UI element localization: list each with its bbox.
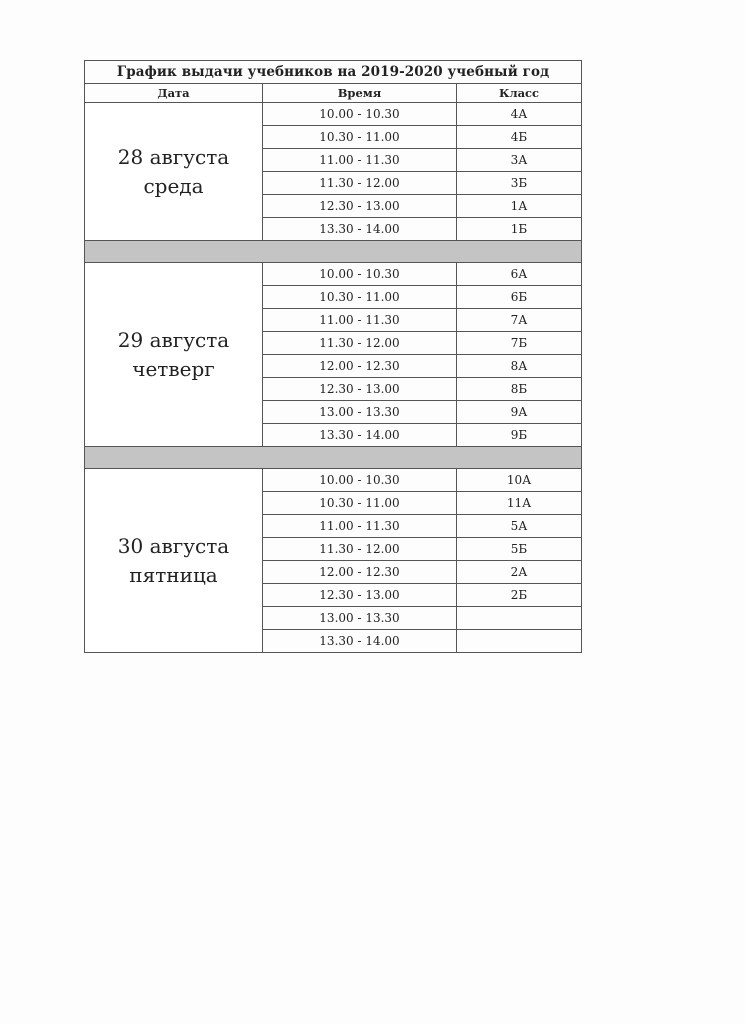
time-cell: 10.30 - 11.00 (263, 492, 457, 515)
time-cell: 12.00 - 12.30 (263, 561, 457, 584)
table-row (85, 103, 582, 126)
separator-row (85, 241, 582, 263)
class-cell: 3Б (457, 172, 582, 195)
time-cell: 11.30 - 12.00 (263, 538, 457, 561)
class-cell: 2А (457, 561, 582, 584)
title-row (85, 61, 582, 84)
class-cell: 1А (457, 195, 582, 218)
time-cell: 11.30 - 12.00 (263, 172, 457, 195)
class-cell: 5А (457, 515, 582, 538)
time-cell: 13.30 - 14.00 (263, 630, 457, 653)
class-cell: 6Б (457, 286, 582, 309)
class-cell (457, 607, 582, 630)
header-time: Время (263, 84, 457, 103)
class-cell: 4Б (457, 126, 582, 149)
class-cell: 3А (457, 149, 582, 172)
header-date: Дата (85, 84, 263, 103)
time-cell: 11.00 - 11.30 (263, 309, 457, 332)
class-cell: 11А (457, 492, 582, 515)
time-cell: 11.00 - 11.30 (263, 515, 457, 538)
class-cell: 5Б (457, 538, 582, 561)
time-cell: 12.30 - 13.00 (263, 378, 457, 401)
time-cell: 10.00 - 10.30 (263, 263, 457, 286)
schedule-body (85, 103, 582, 653)
day-date: 30 августа (117, 533, 230, 558)
table-title: График выдачи учебников на 2019-2020 учебный год (85, 61, 582, 84)
table-row (85, 469, 582, 492)
class-cell: 4А (457, 103, 582, 126)
time-cell: 11.00 - 11.30 (263, 149, 457, 172)
time-cell: 10.30 - 11.00 (263, 126, 457, 149)
day-date: 29 августа (117, 327, 230, 352)
date-cell (85, 469, 263, 653)
class-cell: 6А (457, 263, 582, 286)
day-weekday: четверг (132, 356, 215, 381)
time-cell: 10.00 - 10.30 (263, 469, 457, 492)
class-cell: 7А (457, 309, 582, 332)
table-row (85, 263, 582, 286)
date-cell (85, 103, 263, 241)
time-cell: 13.00 - 13.30 (263, 401, 457, 424)
gray-separator (85, 241, 582, 263)
day-date: 28 августа (117, 144, 230, 169)
time-cell: 13.00 - 13.30 (263, 607, 457, 630)
gray-separator (85, 447, 582, 469)
day-weekday: пятница (129, 562, 218, 587)
time-cell: 13.30 - 14.00 (263, 218, 457, 241)
class-cell: 8А (457, 355, 582, 378)
date-cell (85, 263, 263, 447)
time-cell: 10.30 - 11.00 (263, 286, 457, 309)
time-cell: 12.30 - 13.00 (263, 584, 457, 607)
class-cell: 9А (457, 401, 582, 424)
time-cell: 11.30 - 12.00 (263, 332, 457, 355)
time-cell: 12.00 - 12.30 (263, 355, 457, 378)
class-cell: 2Б (457, 584, 582, 607)
class-cell: 10А (457, 469, 582, 492)
schedule-table (84, 60, 582, 653)
header-row (85, 84, 582, 103)
day-weekday: среда (143, 173, 204, 198)
class-cell: 8Б (457, 378, 582, 401)
class-cell: 9Б (457, 424, 582, 447)
class-cell: 7Б (457, 332, 582, 355)
header-class: Класс (457, 84, 582, 103)
time-cell: 13.30 - 14.00 (263, 424, 457, 447)
separator-row (85, 447, 582, 469)
time-cell: 10.00 - 10.30 (263, 103, 457, 126)
class-cell: 1Б (457, 218, 582, 241)
class-cell (457, 630, 582, 653)
time-cell: 12.30 - 13.00 (263, 195, 457, 218)
